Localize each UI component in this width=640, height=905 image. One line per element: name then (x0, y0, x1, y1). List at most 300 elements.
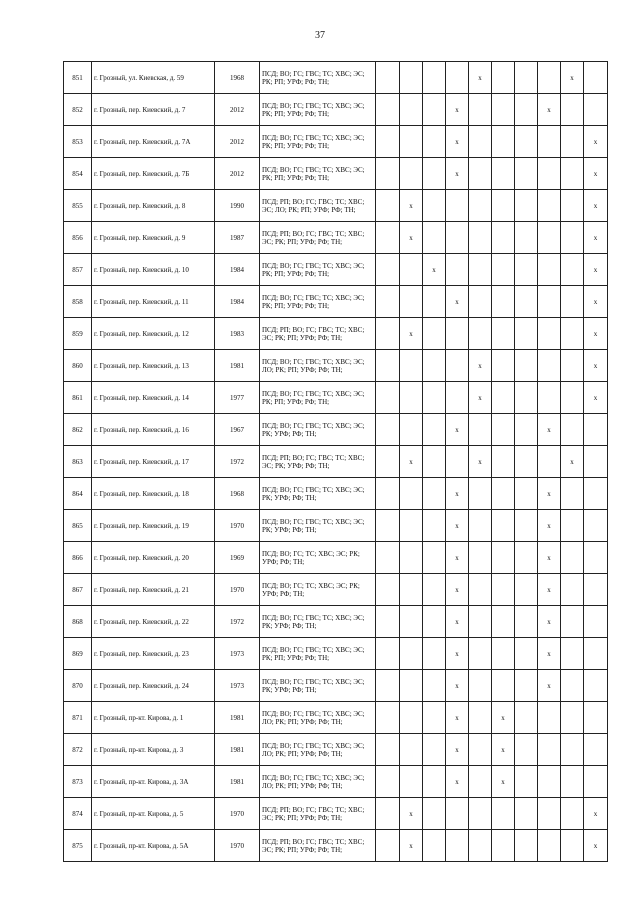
table-row (64, 414, 608, 446)
address-cell: г. Грозный, пр-кт. Кирова, д. 1 (92, 702, 215, 734)
mark-cell (584, 702, 608, 734)
mark-cell (469, 606, 492, 638)
mark-cell: x (584, 254, 608, 286)
mark-cell: x (446, 606, 469, 638)
mark-cell (400, 158, 423, 190)
address-cell: г. Грозный, пер. Киевский, д. 20 (92, 542, 215, 574)
year-cell: 1968 (215, 62, 260, 94)
mark-cell (423, 126, 446, 158)
mark-cell (584, 734, 608, 766)
mark-cell (469, 798, 492, 830)
table-row (64, 126, 608, 158)
year-cell: 1987 (215, 222, 260, 254)
works-list-cell: ПСД; ВО; ГС; ТС; ХВС; ЭС; РК; УРФ; РФ; ТН; (260, 574, 376, 606)
row-number-cell: 870 (64, 670, 92, 702)
mark-cell: x (446, 510, 469, 542)
mark-cell (376, 222, 400, 254)
year-cell: 1981 (215, 702, 260, 734)
mark-cell (561, 222, 584, 254)
mark-cell (469, 222, 492, 254)
row-number-cell: 858 (64, 286, 92, 318)
mark-cell: x (446, 638, 469, 670)
mark-cell (584, 478, 608, 510)
mark-cell (492, 94, 515, 126)
mark-cell (376, 158, 400, 190)
mark-cell: x (492, 766, 515, 798)
mark-cell (423, 542, 446, 574)
mark-cell (515, 94, 538, 126)
mark-cell: x (400, 222, 423, 254)
mark-cell (492, 254, 515, 286)
mark-cell: x (561, 446, 584, 478)
year-cell: 2012 (215, 158, 260, 190)
works-list-cell: ПСД; ВО; ГС; ГВС; ТС; ХВС; ЭС; РК; УРФ; РФ; ТН; (260, 414, 376, 446)
address-cell: г. Грозный, пер. Киевский, д. 7А (92, 126, 215, 158)
works-list-cell: ПСД; РП; ВО; ГС; ГВС; ТС; ХВС; ЭС; РК; РП; УРФ; РФ; ТН; (260, 830, 376, 862)
mark-cell (492, 510, 515, 542)
works-list-cell: ПСД; ВО; ГС; ГВС; ТС; ХВС; ЭС; ЛО; РК; РП; УРФ; РФ; ТН; (260, 734, 376, 766)
works-list-cell: ПСД; РП; ВО; ГС; ГВС; ТС; ХВС; ЭС; ЛО; РК; РП; УРФ; РФ; ТН; (260, 190, 376, 222)
mark-cell: x (446, 542, 469, 574)
mark-cell (423, 318, 446, 350)
row-number-cell: 855 (64, 190, 92, 222)
mark-cell: x (584, 798, 608, 830)
address-cell: г. Грозный, пер. Киевский, д. 11 (92, 286, 215, 318)
mark-cell (400, 606, 423, 638)
mark-cell (515, 670, 538, 702)
mark-cell (561, 478, 584, 510)
mark-cell (538, 830, 561, 862)
mark-cell (376, 126, 400, 158)
mark-cell (376, 414, 400, 446)
table-row (64, 734, 608, 766)
mark-cell (423, 222, 446, 254)
mark-cell (469, 94, 492, 126)
mark-cell (376, 350, 400, 382)
mark-cell (584, 510, 608, 542)
mark-cell (423, 446, 446, 478)
mark-cell (538, 318, 561, 350)
mark-cell (492, 158, 515, 190)
mark-cell (584, 94, 608, 126)
row-number-cell: 862 (64, 414, 92, 446)
mark-cell (469, 286, 492, 318)
mark-cell (400, 254, 423, 286)
mark-cell (376, 382, 400, 414)
year-cell: 1972 (215, 446, 260, 478)
mark-cell (492, 126, 515, 158)
mark-cell (376, 286, 400, 318)
table-row (64, 350, 608, 382)
mark-cell (492, 542, 515, 574)
table-row (64, 798, 608, 830)
address-cell: г. Грозный, пер. Киевский, д. 18 (92, 478, 215, 510)
mark-cell (492, 670, 515, 702)
mark-cell (423, 702, 446, 734)
year-cell: 1972 (215, 606, 260, 638)
works-list-cell: ПСД; ВО; ГС; ТС; ХВС; ЭС; РК; УРФ; РФ; ТН; (260, 542, 376, 574)
mark-cell (400, 414, 423, 446)
mark-cell (515, 734, 538, 766)
mark-cell: x (446, 766, 469, 798)
mark-cell (376, 638, 400, 670)
works-list-cell: ПСД; РП; ВО; ГС; ГВС; ТС; ХВС; ЭС; РК; УРФ; РФ; ТН; (260, 446, 376, 478)
mark-cell (515, 190, 538, 222)
mark-cell (446, 254, 469, 286)
year-cell: 1973 (215, 670, 260, 702)
mark-cell (469, 830, 492, 862)
mark-cell (561, 286, 584, 318)
works-list-cell: ПСД; ВО; ГС; ГВС; ТС; ХВС; ЭС; РК; РП; УРФ; РФ; ТН; (260, 94, 376, 126)
mark-cell (515, 350, 538, 382)
mark-cell (446, 798, 469, 830)
table-row (64, 670, 608, 702)
works-list-cell: ПСД; ВО; ГС; ГВС; ТС; ХВС; ЭС; РК; РП; УРФ; РФ; ТН; (260, 286, 376, 318)
mark-cell (584, 670, 608, 702)
works-list-cell: ПСД; ВО; ГС; ГВС; ТС; ХВС; ЭС; РК; УРФ; РФ; ТН; (260, 670, 376, 702)
mark-cell: x (584, 318, 608, 350)
mark-cell: x (492, 734, 515, 766)
table-row (64, 318, 608, 350)
mark-cell: x (446, 158, 469, 190)
row-number-cell: 875 (64, 830, 92, 862)
mark-cell: x (584, 286, 608, 318)
mark-cell (376, 94, 400, 126)
row-number-cell: 868 (64, 606, 92, 638)
address-cell: г. Грозный, пер. Киевский, д. 7Б (92, 158, 215, 190)
table-row (64, 574, 608, 606)
mark-cell (400, 734, 423, 766)
mark-cell (561, 94, 584, 126)
address-cell: г. Грозный, пер. Киевский, д. 13 (92, 350, 215, 382)
mark-cell (400, 510, 423, 542)
mark-cell (515, 446, 538, 478)
mark-cell (538, 254, 561, 286)
mark-cell: x (584, 158, 608, 190)
mark-cell (584, 638, 608, 670)
works-list-cell: ПСД; ВО; ГС; ГВС; ТС; ХВС; ЭС; ЛО; РК; РП; УРФ; РФ; ТН; (260, 350, 376, 382)
row-number-cell: 864 (64, 478, 92, 510)
mark-cell: x (584, 350, 608, 382)
address-cell: г. Грозный, пер. Киевский, д. 24 (92, 670, 215, 702)
mark-cell: x (446, 702, 469, 734)
mark-cell: x (469, 62, 492, 94)
mark-cell: x (584, 222, 608, 254)
table-row (64, 606, 608, 638)
mark-cell (561, 702, 584, 734)
row-number-cell: 861 (64, 382, 92, 414)
mark-cell (515, 382, 538, 414)
mark-cell (423, 158, 446, 190)
mark-cell (538, 702, 561, 734)
mark-cell (423, 286, 446, 318)
mark-cell (376, 574, 400, 606)
mark-cell (538, 446, 561, 478)
works-list-cell: ПСД; ВО; ГС; ГВС; ТС; ХВС; ЭС; РК; РП; УРФ; РФ; ТН; (260, 158, 376, 190)
works-list-cell: ПСД; ВО; ГС; ГВС; ТС; ХВС; ЭС; РК; УРФ; РФ; ТН; (260, 478, 376, 510)
address-cell: г. Грозный, ул. Киевская, д. 59 (92, 62, 215, 94)
works-list-cell: ПСД; ВО; ГС; ГВС; ТС; ХВС; ЭС; РК; УРФ; РФ; ТН; (260, 606, 376, 638)
address-cell: г. Грозный, пр-кт. Кирова, д. 3А (92, 766, 215, 798)
mark-cell (469, 670, 492, 702)
mark-cell (469, 126, 492, 158)
year-cell: 1983 (215, 318, 260, 350)
mark-cell (469, 638, 492, 670)
mark-cell (469, 478, 492, 510)
mark-cell (515, 510, 538, 542)
works-list-cell: ПСД; ВО; ГС; ГВС; ТС; ХВС; ЭС; РК; РП; УРФ; РФ; ТН; (260, 62, 376, 94)
mark-cell (584, 62, 608, 94)
mark-cell (515, 414, 538, 446)
table-row (64, 286, 608, 318)
mark-cell (492, 286, 515, 318)
address-cell: г. Грозный, пер. Киевский, д. 16 (92, 414, 215, 446)
mark-cell (400, 670, 423, 702)
mark-cell (515, 542, 538, 574)
mark-cell (515, 702, 538, 734)
table-row (64, 638, 608, 670)
mark-cell: x (400, 798, 423, 830)
mark-cell (515, 62, 538, 94)
address-cell: г. Грозный, пер. Киевский, д. 19 (92, 510, 215, 542)
table-row (64, 446, 608, 478)
table-row (64, 254, 608, 286)
mark-cell (423, 350, 446, 382)
row-number-cell: 873 (64, 766, 92, 798)
mark-cell (538, 158, 561, 190)
mark-cell (492, 62, 515, 94)
works-list-cell: ПСД; РП; ВО; ГС; ГВС; ТС; ХВС; ЭС; РК; РП; УРФ; РФ; ТН; (260, 318, 376, 350)
mark-cell (423, 94, 446, 126)
housing-register-table (63, 61, 608, 862)
mark-cell (400, 766, 423, 798)
year-cell: 2012 (215, 126, 260, 158)
mark-cell (423, 606, 446, 638)
mark-cell: x (446, 670, 469, 702)
mark-cell (492, 190, 515, 222)
address-cell: г. Грозный, пер. Киевский, д. 10 (92, 254, 215, 286)
address-cell: г. Грозный, пер. Киевский, д. 17 (92, 446, 215, 478)
mark-cell (515, 478, 538, 510)
mark-cell (400, 62, 423, 94)
mark-cell: x (538, 670, 561, 702)
mark-cell (400, 638, 423, 670)
mark-cell: x (446, 286, 469, 318)
works-list-cell: ПСД; ВО; ГС; ГВС; ТС; ХВС; ЭС; ЛО; РК; РП; УРФ; РФ; ТН; (260, 766, 376, 798)
mark-cell (584, 542, 608, 574)
mark-cell (561, 350, 584, 382)
mark-cell (376, 446, 400, 478)
mark-cell: x (561, 62, 584, 94)
mark-cell (584, 606, 608, 638)
works-list-cell: ПСД; ВО; ГС; ГВС; ТС; ХВС; ЭС; РК; РП; УРФ; РФ; ТН; (260, 254, 376, 286)
mark-cell (561, 734, 584, 766)
mark-cell (423, 478, 446, 510)
year-cell: 1973 (215, 638, 260, 670)
mark-cell (515, 798, 538, 830)
mark-cell (561, 766, 584, 798)
mark-cell (469, 766, 492, 798)
mark-cell (584, 766, 608, 798)
address-cell: г. Грозный, пер. Киевский, д. 8 (92, 190, 215, 222)
year-cell: 1970 (215, 830, 260, 862)
mark-cell (376, 606, 400, 638)
works-list-cell: ПСД; ВО; ГС; ГВС; ТС; ХВС; ЭС; РК; РП; УРФ; РФ; ТН; (260, 638, 376, 670)
mark-cell (538, 382, 561, 414)
mark-cell (469, 702, 492, 734)
mark-cell: x (400, 318, 423, 350)
table-row (64, 222, 608, 254)
mark-cell (538, 350, 561, 382)
mark-cell (492, 830, 515, 862)
mark-cell: x (538, 606, 561, 638)
mark-cell (376, 542, 400, 574)
mark-cell (423, 190, 446, 222)
mark-cell (400, 382, 423, 414)
table-row (64, 190, 608, 222)
mark-cell (561, 670, 584, 702)
table-row (64, 478, 608, 510)
mark-cell (538, 126, 561, 158)
mark-cell (561, 158, 584, 190)
mark-cell (584, 574, 608, 606)
mark-cell: x (446, 414, 469, 446)
mark-cell (446, 830, 469, 862)
mark-cell: x (538, 414, 561, 446)
mark-cell (515, 574, 538, 606)
address-cell: г. Грозный, пер. Киевский, д. 14 (92, 382, 215, 414)
mark-cell (469, 542, 492, 574)
mark-cell (561, 638, 584, 670)
year-cell: 1970 (215, 798, 260, 830)
mark-cell: x (423, 254, 446, 286)
mark-cell (538, 190, 561, 222)
table-row (64, 94, 608, 126)
mark-cell (584, 446, 608, 478)
mark-cell: x (400, 830, 423, 862)
mark-cell (561, 126, 584, 158)
mark-cell (376, 670, 400, 702)
mark-cell (400, 94, 423, 126)
address-cell: г. Грозный, пр-кт. Кирова, д. 3 (92, 734, 215, 766)
mark-cell (561, 254, 584, 286)
mark-cell (538, 766, 561, 798)
mark-cell (423, 62, 446, 94)
table-row (64, 542, 608, 574)
mark-cell (376, 318, 400, 350)
mark-cell: x (584, 126, 608, 158)
table-row (64, 158, 608, 190)
table-body (64, 62, 608, 862)
address-cell: г. Грозный, пер. Киевский, д. 9 (92, 222, 215, 254)
mark-cell (515, 766, 538, 798)
table-row (64, 382, 608, 414)
mark-cell (376, 702, 400, 734)
mark-cell (400, 126, 423, 158)
row-number-cell: 851 (64, 62, 92, 94)
row-number-cell: 874 (64, 798, 92, 830)
mark-cell (446, 350, 469, 382)
mark-cell (492, 222, 515, 254)
row-number-cell: 857 (64, 254, 92, 286)
table-row (64, 62, 608, 94)
mark-cell: x (584, 382, 608, 414)
year-cell: 1968 (215, 478, 260, 510)
mark-cell (561, 798, 584, 830)
mark-cell (376, 190, 400, 222)
mark-cell (423, 798, 446, 830)
mark-cell (423, 382, 446, 414)
row-number-cell: 865 (64, 510, 92, 542)
mark-cell: x (538, 510, 561, 542)
mark-cell: x (446, 94, 469, 126)
year-cell: 1981 (215, 350, 260, 382)
mark-cell (400, 574, 423, 606)
mark-cell (561, 830, 584, 862)
mark-cell (446, 190, 469, 222)
row-number-cell: 856 (64, 222, 92, 254)
mark-cell (446, 318, 469, 350)
mark-cell (469, 318, 492, 350)
mark-cell: x (538, 638, 561, 670)
year-cell: 1984 (215, 254, 260, 286)
mark-cell (423, 734, 446, 766)
mark-cell (492, 318, 515, 350)
year-cell: 1977 (215, 382, 260, 414)
mark-cell (376, 254, 400, 286)
works-list-cell: ПСД; РП; ВО; ГС; ГВС; ТС; ХВС; ЭС; РК; РП; УРФ; РФ; ТН; (260, 222, 376, 254)
mark-cell (400, 350, 423, 382)
mark-cell: x (446, 574, 469, 606)
mark-cell (538, 286, 561, 318)
year-cell: 1969 (215, 542, 260, 574)
year-cell: 1967 (215, 414, 260, 446)
mark-cell: x (400, 446, 423, 478)
address-cell: г. Грозный, пер. Киевский, д. 22 (92, 606, 215, 638)
mark-cell (400, 478, 423, 510)
mark-cell (492, 446, 515, 478)
row-number-cell: 867 (64, 574, 92, 606)
works-list-cell: ПСД; РП; ВО; ГС; ГВС; ТС; ХВС; ЭС; РК; РП; УРФ; РФ; ТН; (260, 798, 376, 830)
mark-cell (376, 798, 400, 830)
mark-cell: x (584, 190, 608, 222)
row-number-cell: 872 (64, 734, 92, 766)
mark-cell (446, 446, 469, 478)
mark-cell (446, 222, 469, 254)
mark-cell (561, 414, 584, 446)
mark-cell (469, 158, 492, 190)
mark-cell (423, 638, 446, 670)
mark-cell (515, 286, 538, 318)
mark-cell (515, 222, 538, 254)
mark-cell (469, 414, 492, 446)
year-cell: 2012 (215, 94, 260, 126)
address-cell: г. Грозный, пер. Киевский, д. 7 (92, 94, 215, 126)
row-number-cell: 859 (64, 318, 92, 350)
mark-cell: x (469, 446, 492, 478)
row-number-cell: 869 (64, 638, 92, 670)
mark-cell (423, 670, 446, 702)
mark-cell (492, 350, 515, 382)
mark-cell (561, 606, 584, 638)
mark-cell (515, 606, 538, 638)
mark-cell (492, 798, 515, 830)
mark-cell: x (469, 350, 492, 382)
works-list-cell: ПСД; ВО; ГС; ГВС; ТС; ХВС; ЭС; РК; УРФ; РФ; ТН; (260, 510, 376, 542)
mark-cell (515, 638, 538, 670)
mark-cell (423, 766, 446, 798)
mark-cell (469, 254, 492, 286)
